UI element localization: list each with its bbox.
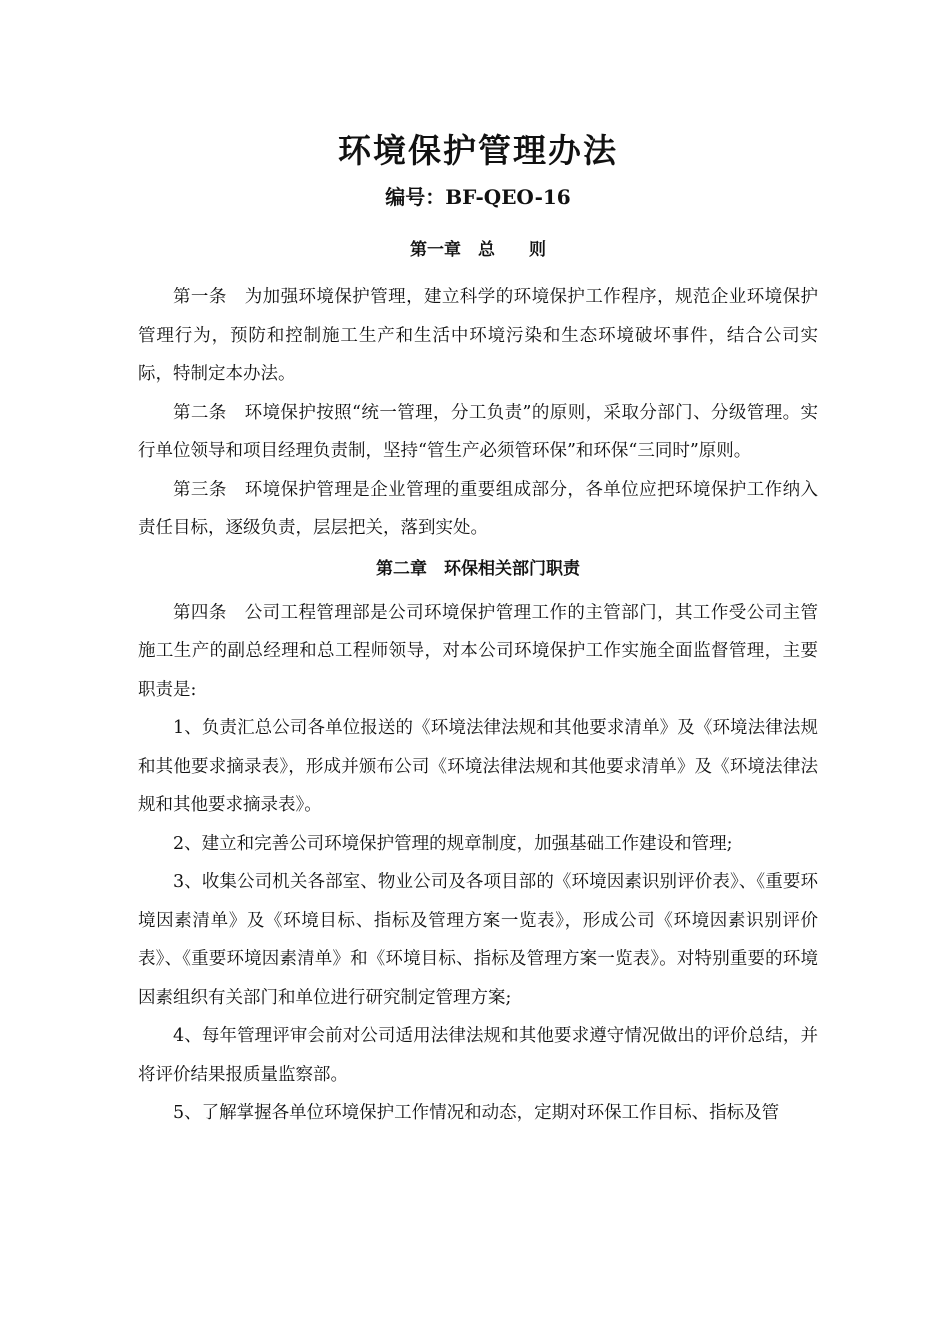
article-4: 第四条 公司工程管理部是公司环境保护管理工作的主管部门，其工作受公司主管施工生产的副总经理和总工程师领导，对本公司环境保护工作实施全面监督管理，主要职责是: <box>138 602 818 700</box>
chapter-heading: 第一章 总 则 <box>410 240 546 260</box>
article-3: 第三条 环境保护管理是企业管理的重要组成部分，各单位应把环境保护工作纳入责任目标，逐级负责，层层把关，落到实处。 <box>138 479 818 538</box>
article-1: 第一条 为加强环境保护管理，建立科学的环境保护工作程序，规范企业环境保护管理行为，预防和控制施工生产和生活中环境污染和生态环境破坏事件，结合公司实际，特制定本办法。 <box>138 287 818 384</box>
chapter-2 <box>138 554 818 1133</box>
chapter-heading: 第二章 环保相关部门职责 <box>376 558 580 579</box>
list-item: 3、收集公司机关各部室、物业公司及各项目部的《环境因素识别评价表》、《重要环境因素清单》及《环境目标、指标及管理方案一览表》，形成公司《环境因素识别评价表》、《重要环境因素清单》和《环境目标、指标及管理方案一览表》。对特别重要的环境因素组织有关部门和单位进行研究制定管理方案; <box>138 872 818 1008</box>
document-code: 编号：BF-QEO-16 <box>385 185 571 209</box>
list-item: 5、了解掌握各单位环境保护工作情况和动态，定期对环保工作目标、指标及管 <box>173 1103 780 1123</box>
list-item: 1、负责汇总公司各单位报送的《环境法律法规和其他要求清单》及《环境法律法规和其他要求摘录表》，形成并颁布公司《环境法律法规和其他要求清单》及《环境法律法规和其他要求摘录表》。 <box>138 718 818 815</box>
document-page <box>138 126 818 1133</box>
document-title: 环境保护管理办法 <box>338 131 618 170</box>
chapter-1 <box>138 235 818 548</box>
article-2: 第二条 环境保护按照“统一管理，分工负责”的原则，采取分部门、分级管理。实行单位领导和项目经理负责制，坚持“管生产必须管环保”和环保“三同时”原则。 <box>138 402 818 461</box>
list-item: 4、每年管理评审会前对公司适用法律法规和其他要求遵守情况做出的评价总结，并将评价结果报质量监察部。 <box>138 1026 818 1085</box>
list-item: 2、建立和完善公司环境保护管理的规章制度，加强基础工作建设和管理; <box>173 833 733 854</box>
